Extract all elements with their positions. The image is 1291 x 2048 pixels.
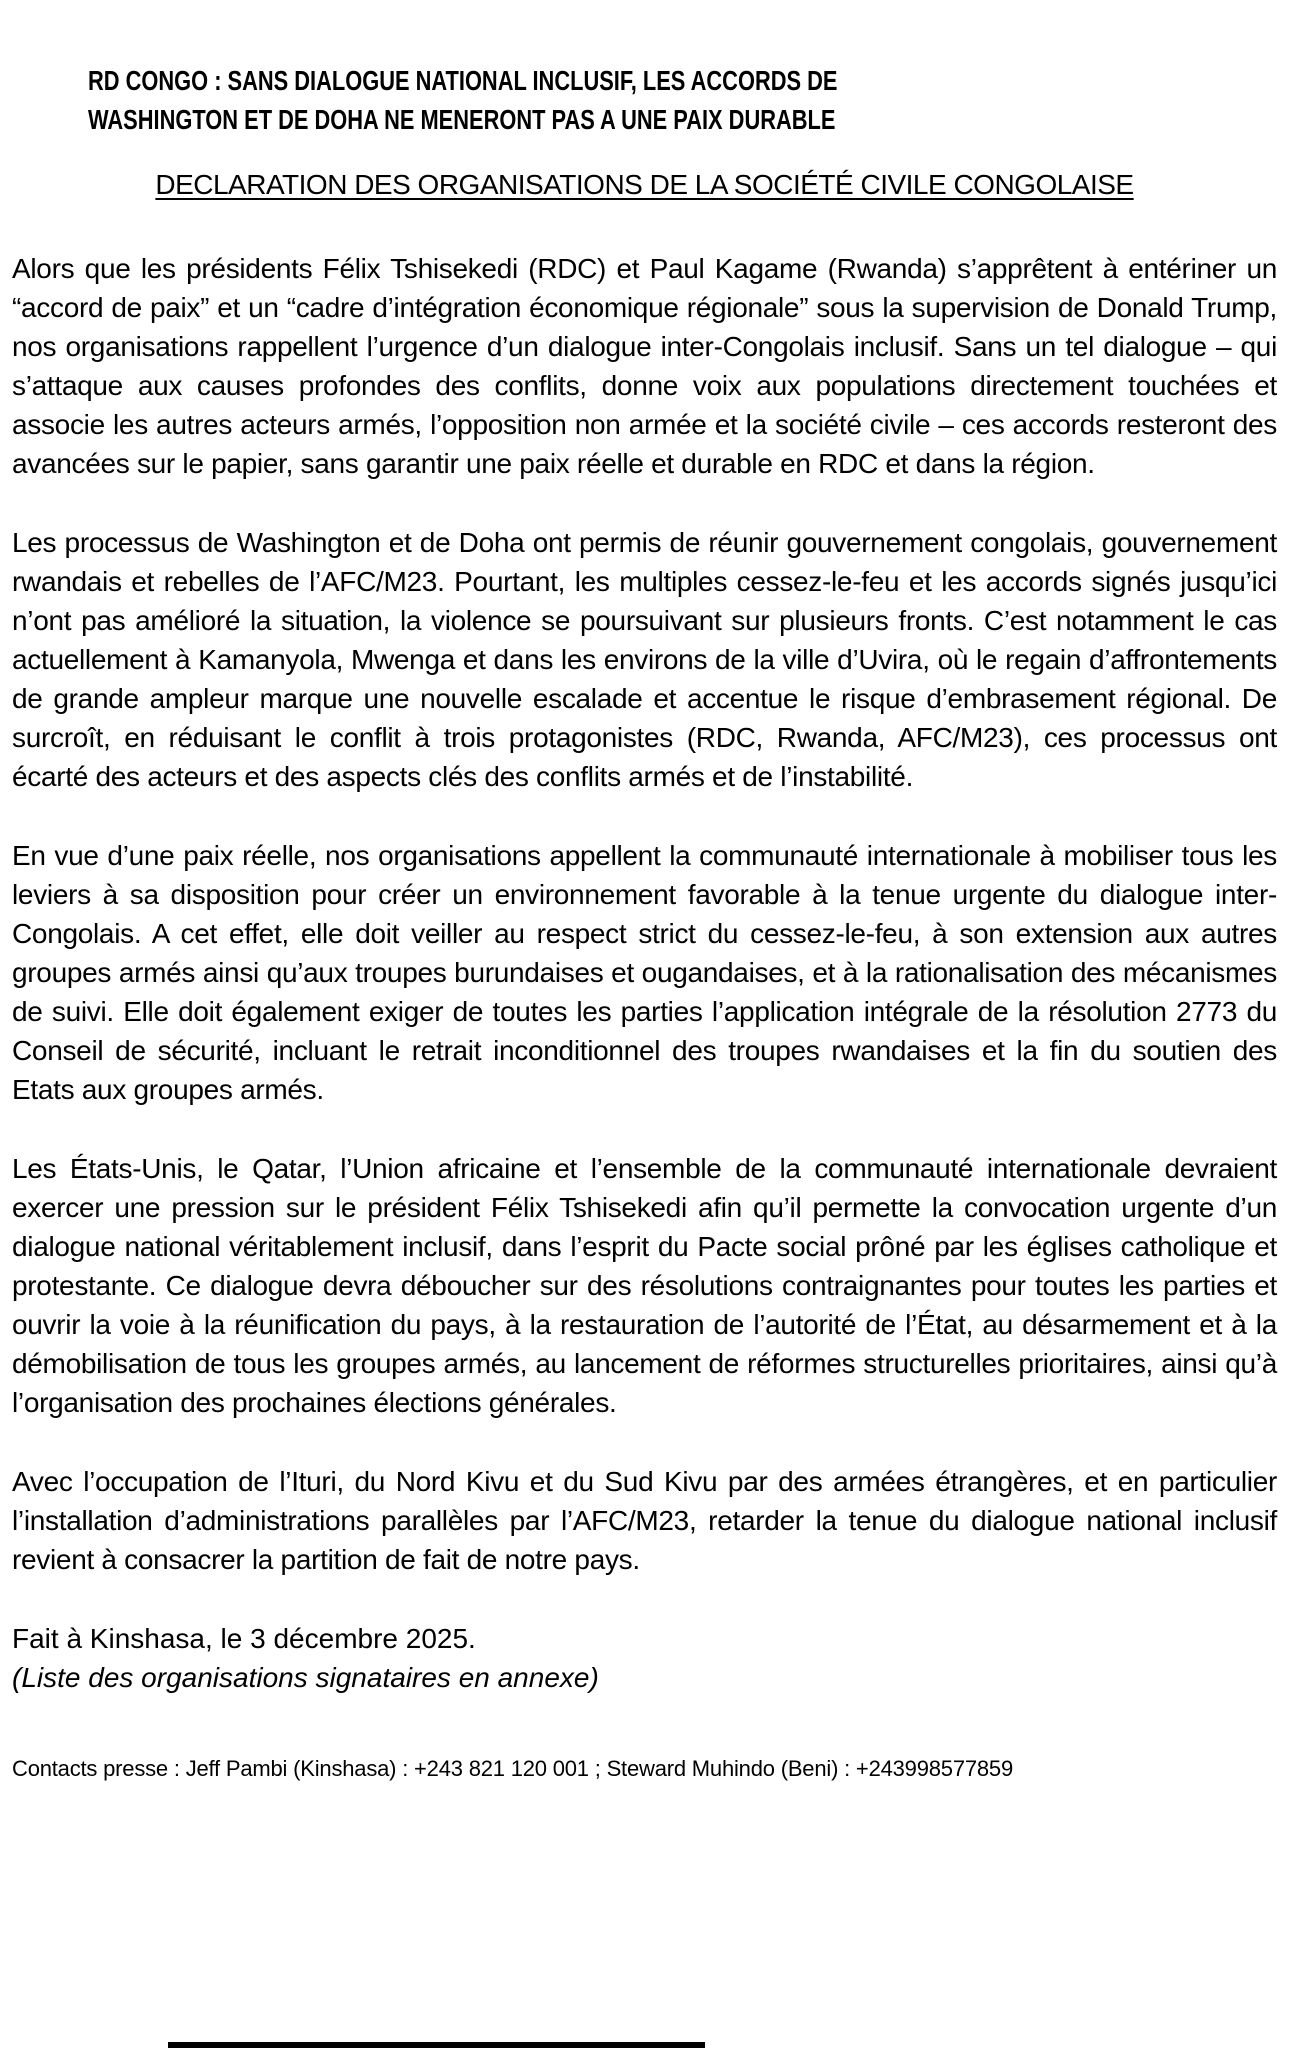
- date-line: Fait à Kinshasa, le 3 décembre 2025.: [12, 1622, 476, 1654]
- press-contacts: Contacts presse : Jeff Pambi (Kinshasa) : +243 821 120 001 ; Steward Muhindo (Beni) : +243998577859: [12, 1755, 1013, 1781]
- paragraph-1: Alors que les présidents Félix Tshisekedi (RDC) et Paul Kagame (Rwanda) s’apprêtent à entériner un “accord de paix” et un “cadre d’intégration économique régionale” sous la supervision de Donald Trump, nos organisations rappellent l’urgence d’un dialogue inter-Congolais inclusif. Sans un tel dialogue – qui s’attaque aux causes profondes des conflits, donne voix aux populations directement touchées et associe les autres acteurs armés, l’opposition non armée et la société civile – ces accords resteront des avancées sur le papier, sans garantir une paix réelle et durable en RDC et dans la région.: [12, 252, 1277, 479]
- paragraph-2: Les processus de Washington et de Doha ont permis de réunir gouvernement congolais, gouvernement rwandais et rebelles de l’AFC/M23. Pourtant, les multiples cessez-le-feu et les accords signés jusqu’ici n’ont pas amélioré la situation, la violence se poursuivant sur plusieurs fronts. C’est notamment le cas actuellement à Kamanyola, Mwenga et dans les environs de la ville d’Uvira, où le regain d’affrontements de grande ampleur marque une nouvelle escalade et accentue le risque d’embrasement régional. De surcroît, en réduisant le conflit à trois protagonistes (RDC, Rwanda, AFC/M23), ces processus ont écarté des acteurs et des aspects clés des conflits armés et de l’instabilité.: [12, 526, 1277, 792]
- paragraph-3: En vue d’une paix réelle, nos organisations appellent la communauté internationale à mobiliser tous les leviers à sa disposition pour créer un environnement favorable à la tenue urgente du dialogue inter-Congolais. A cet effet, elle doit veiller au respect strict du cessez-le-feu, à son extension aux autres groupes armés ainsi qu’aux troupes burundaises et ougandaises, et à la rationalisation des mécanismes de suivi. Elle doit également exiger de toutes les parties l’application intégrale de la résolution 2773 du Conseil de sécurité, incluant le retrait inconditionnel des troupes rwandaises et la fin du soutien des Etats aux groupes armés.: [12, 839, 1277, 1105]
- document-title: [88, 61, 1015, 139]
- document-title-line-1: RD CONGO : SANS DIALOGUE NATIONAL INCLUSIF, LES ACCORDS DE: [88, 64, 838, 96]
- document-subtitle: DECLARATION DES ORGANISATIONS DE LA SOCIÉTÉ CIVILE CONGOLAISE: [155, 168, 1134, 200]
- document-title-line-2: WASHINGTON ET DE DOHA NE MENERONT PAS A UNE PAIX DURABLE: [88, 103, 836, 135]
- paragraph-5: Avec l’occupation de l’Ituri, du Nord Kivu et du Sud Kivu par des armées étrangères, et en particulier l’installation d’administrations parallèles par l’AFC/M23, retarder la tenue du dialogue national inclusif revient à consacrer la partition de fait de notre pays.: [12, 1465, 1277, 1575]
- page-bottom-scan-artifact: [168, 2042, 705, 2048]
- paragraph-4: Les États-Unis, le Qatar, l’Union africaine et l’ensemble de la communauté internationale devraient exercer une pression sur le président Félix Tshisekedi afin qu’il permette la convocation urgente d’un dialogue national véritablement inclusif, dans l’esprit du Pacte social prôné par les églises catholique et protestante. Ce dialogue devra déboucher sur des résolutions contraignantes pour toutes les parties et ouvrir la voie à la réunification du pays, à la restauration de l’autorité de l’État, au désarmement et à la démobilisation de tous les groupes armés, au lancement de réformes structurelles prioritaires, ainsi qu’à l’organisation des prochaines élections générales.: [12, 1152, 1277, 1418]
- annex-note: (Liste des organisations signataires en annexe): [12, 1661, 599, 1693]
- document-body: [12, 249, 1277, 1579]
